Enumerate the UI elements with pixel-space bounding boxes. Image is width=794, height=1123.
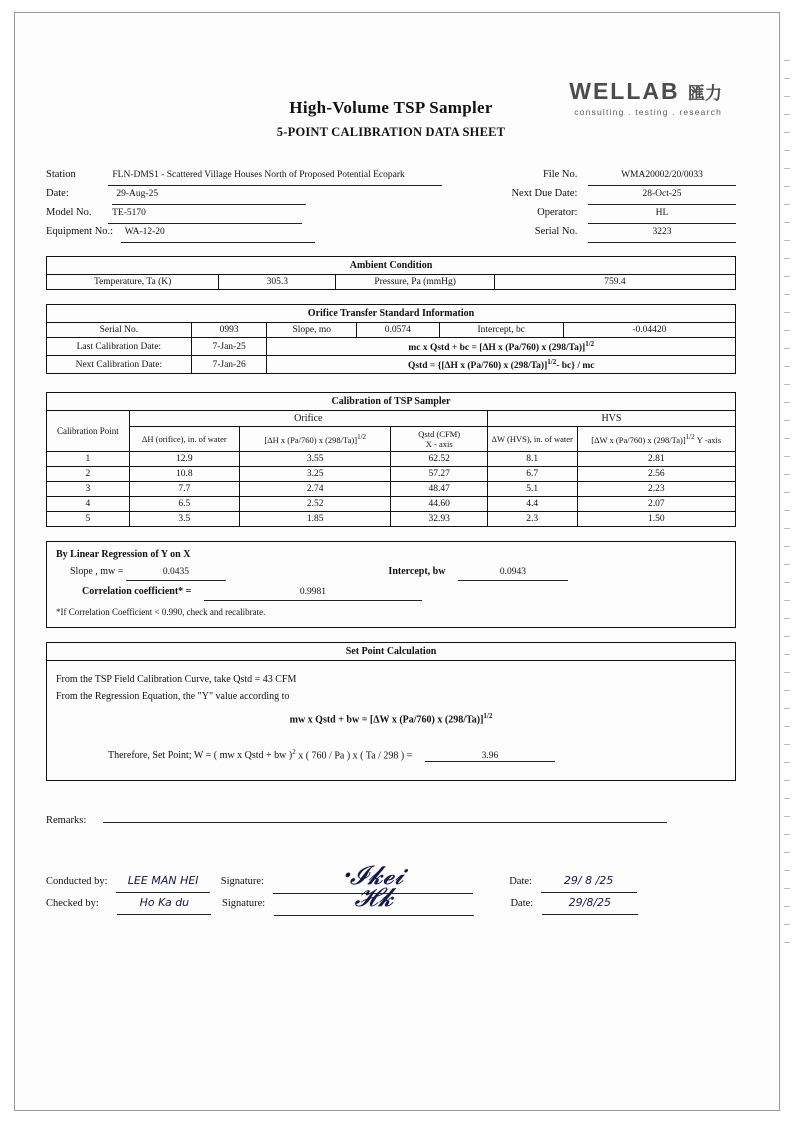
signature-label-checked: Signature: [222,897,266,909]
cell-dh-corr: 3.25 [239,467,391,482]
operator-value: HL [588,204,736,224]
cell-point: 1 [47,452,130,467]
orifice-title: Orifice Transfer Standard Information [47,305,736,323]
calibration-col-dw-corr [577,427,736,452]
model-value: TE-5170 [108,204,302,224]
remarks-row [46,815,736,835]
signature-mark-conducted: ꞏ𝓘𝓴𝓮𝓲 [341,860,404,891]
setpoint-formula [56,712,726,725]
page-title: High-Volume TSP Sampler [289,98,493,117]
scan-edge-marks [784,60,792,1060]
cell-qstd: 62.52 [391,452,487,467]
regression-heading: By Linear Regression of Y on X [56,549,191,561]
cell-dw: 8.1 [487,452,577,467]
cell-point: 3 [47,482,130,497]
cell-dh: 12.9 [129,452,239,467]
calibration-col-dw-corr-axis: Y -axis [696,435,722,446]
cell-qstd: 32.93 [391,512,487,527]
table-row [47,467,736,482]
checked-date-value: 29/8/25 [542,893,638,915]
logo-wordmark [569,78,722,105]
orifice-formula-2 [267,356,736,374]
orifice-slope-label: Slope, mo [267,323,357,338]
table-row [47,512,736,527]
setpoint-body [46,660,736,781]
file-no-value: WMA20002/20/0033 [588,166,736,186]
cell-qstd: 48.47 [391,482,487,497]
station-label: Station [46,169,76,180]
calibration-col-qstd [391,427,487,452]
conducted-by-value: LEE MAN HEI [116,871,210,893]
setpoint-formula-text: mw x Qstd + bw = [ΔW x (Pa/760) x (298/Ta)] [289,714,484,726]
cell-dh: 6.5 [129,497,239,512]
orifice-intercept-value: -0.04420 [563,323,735,338]
signature-label-conducted: Signature: [220,875,264,887]
calibration-title: Calibration of TSP Sampler [47,393,736,411]
cell-dw: 5.1 [487,482,577,497]
ambient-title: Ambient Condition [47,257,736,275]
logo-tagline: consulting . testing . research [574,107,722,117]
ambient-temp-label: Temperature, Ta (K) [47,275,219,290]
cell-dw-corr: 2.81 [577,452,736,467]
setpoint-formula-exp: 1/2 [483,712,493,721]
signature-block [46,860,736,923]
calibration-col-qstd-b: X - axis [425,439,453,450]
cell-dh: 10.8 [129,467,239,482]
remarks-label: Remarks: [46,814,87,826]
regression-corr-value: 0.9981 [204,584,422,601]
file-no-label: File No. [542,169,578,180]
calibration-group-hvs: HVS [487,411,735,427]
setpoint-title: Set Point Calculation [46,642,736,660]
calibration-col-dw: ΔW (HVS), in. of water [487,427,577,452]
conducted-by-label: Conducted by: [46,875,108,887]
setpoint-result-value: 3.96 [425,751,555,762]
orifice-last-cal-value: 7-Jan-25 [191,338,267,356]
ambient-temp-value: 305.3 [219,275,336,290]
cell-dh-corr: 2.52 [239,497,391,512]
calibration-table [46,392,736,527]
serial-value: 3223 [588,223,736,243]
cell-qstd: 44.60 [391,497,487,512]
cell-dh-corr: 1.85 [239,512,391,527]
setpoint-result-label-b: x ( 760 / Pa ) x ( Ta / 298 ) = [298,749,413,761]
cell-dh: 3.5 [129,512,239,527]
company-logo [569,78,722,117]
regression-corr-label: Correlation coefficient* = [82,586,192,598]
setpoint-result-line [56,748,726,762]
serial-label: Serial No. [534,226,578,237]
model-label: Model No. [46,207,92,218]
page-subtitle: 5-POINT CALIBRATION DATA SHEET [276,125,506,139]
checked-by-value: Ho Ka du [117,893,211,915]
cell-point: 4 [47,497,130,512]
conducted-date-value: 29/ 8 /25 [541,871,637,893]
cell-dw-corr: 2.56 [577,467,736,482]
cell-dw-corr: 2.07 [577,497,736,512]
regression-intercept-value: 0.0943 [458,564,568,581]
calibration-col-qstd-a: Qstd (CFM) [418,429,461,440]
cell-dw-corr: 2.23 [577,482,736,497]
logo-brand-cjk: 匯力 [688,84,722,103]
conducted-date-label: Date: [509,875,532,887]
table-row [47,497,736,512]
cell-point: 2 [47,467,130,482]
signature-mark-checked: 𝓗𝓴 [354,882,394,913]
calibration-col-dh-corr [239,427,391,452]
calibration-col-dh-corr-text: [ΔH x (Pa/760) x (298/Ta)] [264,435,358,446]
orifice-formula-2-exp: 1/2 [547,358,557,367]
orifice-last-cal-label: Last Calibration Date: [47,338,192,356]
cell-dw-corr: 1.50 [577,512,736,527]
setpoint-line-2: From the Regression Equation, the "Y" value according to [56,691,290,703]
orifice-formula-2-text-a: Qstd = {[ΔH x (Pa/760) x (298/Ta)] [407,361,548,372]
orifice-formula-2-text-b: - bc} / mc [556,361,595,372]
next-due-value: 28-Oct-25 [588,185,736,205]
regression-intercept-label: Intercept, bw [388,566,446,578]
setpoint-section [46,642,736,781]
cell-dw: 6.7 [487,467,577,482]
ambient-condition-table [46,256,736,290]
cell-dh-corr: 2.74 [239,482,391,497]
date-label: Date: [46,188,69,199]
equipment-label: Equipment No.: [46,226,114,237]
orifice-formula-1 [267,338,736,356]
orifice-standard-table [46,304,736,374]
setpoint-line-1: From the TSP Field Calibration Curve, take Qstd = 43 CFM [56,674,297,686]
calibration-col-dh-corr-exp: 1/2 [357,433,367,442]
orifice-next-cal-label: Next Calibration Date: [47,356,192,374]
regression-slope-label: Slope , mw = [70,566,124,578]
setpoint-result-label-exp: 2 [292,747,296,756]
ambient-pressure-label: Pressure, Pa (mmHg) [336,275,494,290]
logo-brand: WELLAB [569,78,680,104]
operator-label: Operator: [537,207,578,218]
table-row [47,452,736,467]
table-row [47,482,736,497]
setpoint-result-label: Therefore, Set Point; W = ( mw x Qstd + bw ) [108,749,293,761]
cell-dh: 7.7 [129,482,239,497]
checked-signature [274,882,474,916]
calibration-col-dw-corr-text: [ΔW x (Pa/760) x (298/Ta)] [591,435,686,446]
orifice-next-cal-value: 7-Jan-26 [191,356,267,374]
station-value: FLN-DMS1 - Scattered Village Houses North of Proposed Potential Ecopark [108,166,442,186]
next-due-label: Next Due Date: [511,188,578,199]
calibration-col-dw-corr-exp: 1/2 [685,433,695,442]
cell-qstd: 57.27 [391,467,487,482]
calibration-group-orifice: Orifice [129,411,487,427]
remarks-value [103,821,667,823]
equipment-value: WA-12-20 [121,223,315,243]
regression-slope-value: 0.0435 [126,564,226,581]
cell-dw: 2.3 [487,512,577,527]
ambient-pressure-value: 759.4 [494,275,735,290]
date-value: 29-Aug-25 [112,185,306,205]
cell-dw: 4.4 [487,497,577,512]
orifice-formula-1-text: mc x Qstd + bc = [ΔH x (Pa/760) x (298/Ta)] [408,343,586,354]
header-fields [46,166,736,242]
checked-date-label: Date: [510,897,534,909]
regression-footnote: *If Correlation Coefficient < 0.990, check and recalibrate. [56,607,266,618]
regression-box [46,541,736,628]
orifice-serial-label: Serial No. [47,323,192,338]
cell-dh-corr: 3.55 [239,452,391,467]
document-content [46,40,736,923]
cell-point: 5 [47,512,130,527]
orifice-serial-value: 0993 [191,323,267,338]
calibration-col-point: Calibration Point [47,411,130,452]
calibration-col-dh: ΔH (orifice), in. of water [129,427,239,452]
checked-by-label: Checked by: [46,897,99,909]
orifice-formula-1-exp: 1/2 [585,340,595,348]
orifice-slope-value: 0.0574 [357,323,440,338]
orifice-intercept-label: Intercept, bc [439,323,563,338]
